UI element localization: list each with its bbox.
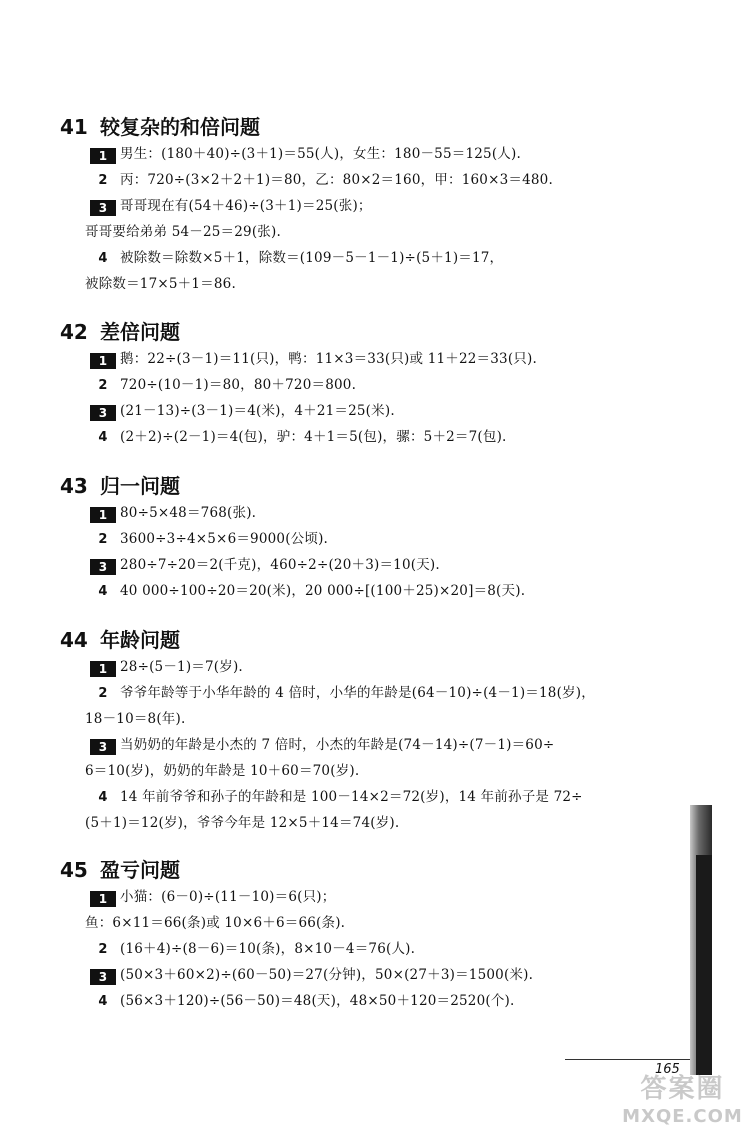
answer-line <box>90 657 243 677</box>
answer-text: 720÷(10－1)＝80，80＋720＝800. <box>120 377 357 393</box>
answer-number: 4 <box>98 430 108 445</box>
section-title: 归一问题 <box>100 474 180 498</box>
answer-text: 当奶奶的年龄是小杰的 7 倍时，小杰的年龄是(74－14)÷(7－1)＝60÷ <box>120 737 555 753</box>
section-title: 年龄问题 <box>100 628 180 652</box>
section-number: 42 <box>60 320 88 344</box>
answer-line <box>90 735 554 755</box>
answer-text: 被除数＝17×5＋1＝86. <box>85 276 236 292</box>
answer-line <box>85 274 236 294</box>
watermark-bottom: MXQE.COM <box>622 1106 743 1127</box>
answer-text: 鹅：22÷(3－1)＝11(只)，鸭：11×3＝33(只)或 11＋22＝33(只). <box>120 351 537 367</box>
section-heading <box>60 114 260 140</box>
answer-number: 2 <box>98 378 108 393</box>
answer-text: 哥哥要给弟弟 54－25＝29(张). <box>85 224 281 240</box>
answer-line <box>90 248 503 269</box>
answer-text: (56×3＋120)÷(56－50)＝48(天)，48×50＋120＝2520(个). <box>120 993 515 1009</box>
section-title: 差倍问题 <box>100 320 180 344</box>
answer-text: 6＝10(岁)，奶奶的年龄是 10＋60＝70(岁). <box>85 763 360 779</box>
watermark-top: 答案圈 <box>640 1074 725 1104</box>
answer-number-badge: 3 <box>90 200 116 216</box>
answer-number: 2 <box>98 173 108 188</box>
answer-number-badge: 1 <box>90 661 116 677</box>
answer-number: 2 <box>98 686 108 701</box>
section-heading <box>60 627 180 653</box>
answer-line <box>90 401 395 421</box>
answer-line <box>90 503 256 523</box>
footer-rule <box>565 1059 690 1060</box>
answer-line <box>90 529 328 550</box>
answer-line <box>85 222 281 242</box>
watermark-logo <box>620 1072 745 1134</box>
answer-line <box>85 813 399 833</box>
answer-number-badge: 3 <box>90 405 116 421</box>
answer-line <box>85 913 345 933</box>
answer-number-badge: 3 <box>90 739 116 755</box>
answer-number-badge: 3 <box>90 559 116 575</box>
answer-number-badge: 1 <box>90 507 116 523</box>
answer-line <box>90 349 537 369</box>
answer-number: 2 <box>98 942 108 957</box>
section-title: 盈亏问题 <box>100 858 180 882</box>
section-heading <box>60 857 180 883</box>
section-heading <box>60 319 180 345</box>
answer-text: 小猫：(6－0)÷(11－10)＝6(只)； <box>120 889 336 905</box>
answer-line <box>90 787 583 808</box>
answer-line <box>90 196 372 216</box>
section-number: 43 <box>60 474 88 498</box>
answer-line <box>90 887 335 907</box>
answer-text: (2＋2)÷(2－1)＝4(包)，驴：4＋1＝5(包)，骡：5＋2＝7(包). <box>120 429 507 445</box>
answer-number: 2 <box>98 532 108 547</box>
section-heading <box>60 473 180 499</box>
answer-line <box>90 144 521 164</box>
answer-line <box>90 581 525 602</box>
answer-text: 18－10＝8(年). <box>85 711 186 727</box>
answer-text: 14 年前爷爷和孙子的年龄和是 100－14×2＝72(岁)，14 年前孙子是 72÷ <box>120 789 583 805</box>
answer-number-badge: 3 <box>90 969 116 985</box>
side-thumb-tab-dark <box>696 855 712 1075</box>
answer-line <box>90 427 507 448</box>
answer-text: 280÷7÷20＝2(千克)，460÷2÷(20＋3)＝10(天). <box>120 557 440 573</box>
answer-text: (5＋1)＝12(岁)，爷爷今年是 12×5＋14＝74(岁). <box>85 815 400 831</box>
answer-text: 丙：720÷(3×2＋2＋1)＝80，乙：80×2＝160，甲：160×3＝480. <box>120 172 553 188</box>
page-number: 165 <box>655 1062 680 1077</box>
answer-text: 哥哥现在有(54＋46)÷(3＋1)＝25(张)； <box>120 198 372 214</box>
answer-line <box>90 555 440 575</box>
answer-text: (21－13)÷(3－1)＝4(米)，4＋21＝25(米). <box>120 403 395 419</box>
answer-line <box>85 709 185 729</box>
answer-line <box>90 939 415 960</box>
answer-text: 被除数＝除数×5＋1，除数＝(109－5－1－1)÷(5＋1)＝17， <box>120 250 504 266</box>
answer-line <box>90 683 595 704</box>
answer-number-badge: 1 <box>90 891 116 907</box>
answer-text: 鱼：6×11＝66(条)或 10×6＋6＝66(条). <box>85 915 346 931</box>
answer-text: (50×3＋60×2)÷(60－50)＝27(分钟)，50×(27＋3)＝1500(米). <box>120 967 534 983</box>
answer-number: 4 <box>98 251 108 266</box>
answer-text: 28÷(5－1)＝7(岁). <box>120 659 243 675</box>
answer-line <box>90 991 515 1012</box>
answer-line <box>90 965 533 985</box>
answer-line <box>85 761 359 781</box>
answer-number-badge: 1 <box>90 148 116 164</box>
section-number: 41 <box>60 115 88 139</box>
section-number: 44 <box>60 628 88 652</box>
answer-number: 4 <box>98 994 108 1009</box>
answer-text: 80÷5×48＝768(张). <box>120 505 257 521</box>
section-title: 较复杂的和倍问题 <box>100 115 260 139</box>
answer-text: (16＋4)÷(8－6)＝10(条)，8×10－4＝76(人). <box>120 941 416 957</box>
section-number: 45 <box>60 858 88 882</box>
answer-line <box>90 170 553 191</box>
answer-number: 4 <box>98 790 108 805</box>
answer-number-badge: 1 <box>90 353 116 369</box>
answer-text: 男生：(180＋40)÷(3＋1)＝55(人)，女生：180－55＝125(人). <box>120 146 521 162</box>
answer-line <box>90 375 356 396</box>
answer-text: 3600÷3÷4×5×6＝9000(公顷). <box>120 531 329 547</box>
answer-text: 爷爷年龄等于小华年龄的 4 倍时，小华的年龄是(64－10)÷(4－1)＝18(岁)， <box>120 685 595 701</box>
answer-number: 4 <box>98 584 108 599</box>
answer-text: 40 000÷100÷20＝20(米)，20 000÷[(100＋25)×20]＝8(天). <box>120 583 526 599</box>
